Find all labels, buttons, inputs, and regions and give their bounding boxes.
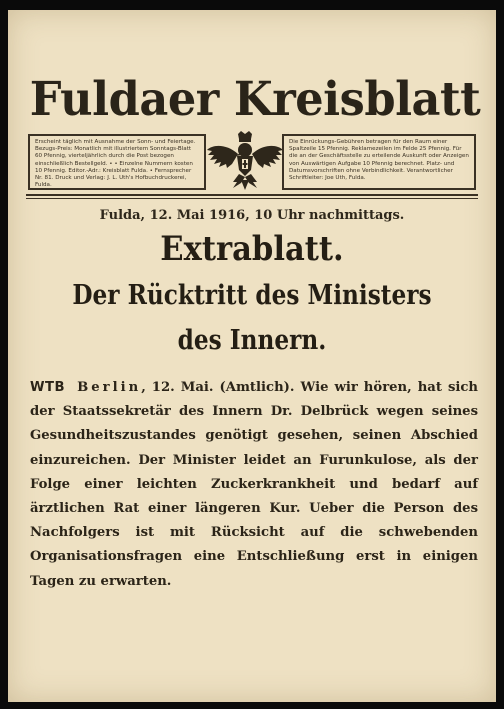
newspaper-page [8, 10, 496, 702]
headline-line-2: des Innern. [177, 325, 327, 356]
article-body [30, 376, 478, 594]
headline-line-1: Der Rücktritt des Ministers [72, 280, 432, 311]
extrablatt-heading: Extrablatt. [160, 229, 344, 269]
subscription-info-text: Erscheint täglich mit Ausnahme der Sonn- und Feiertage. Bezugs-Preis: Monatlich mit illustriertem Sonntags-Blatt 60 Pfennig, vierteljährlich durch die Post bezogen einschließlich Bestellgeld. • • Einzelne Nummern kosten 10 Pfennig. Editor.-Adr.: Kreisblatt Fulda. • Fernsprecher Nr. 81. Druck und Verlag: J. L. Uth's Hofbuchdruckerei, Fulda. [35, 139, 196, 189]
advertising-info-box [282, 134, 476, 190]
masthead-rule-thin [26, 198, 478, 199]
article-date-source: , 12. Mai. (Amtlich). [141, 380, 295, 395]
dateline: Fulda, 12. Mai 1916, 10 Uhr nachmittags. [99, 208, 405, 223]
agency-label: WTB [30, 380, 66, 395]
article-text: Wie wir hören, hat sich der Staatssekretär des Innern Dr. Delbrück wegen seines Gesundheitszustandes genötigt gesehen, seinen Abschied einzureichen. Der Minister leidet an Furunkulose, als der Folge einer leichten Zuckerkrankheit und bedarf auf ärztlichen Rat einer längeren Kur. Ueber die Person des Nachfolgers ist mit Rücksicht auf die schwebenden Organisationsfragen eine Entschließung erst in einigen Tagen zu erwarten. [30, 380, 478, 589]
subscription-info-box [28, 134, 206, 190]
prussian-eagle-icon [205, 130, 285, 196]
advertising-info-text: Die Einrückungs-Gebühren betragen für den Raum einer Spaltzeile 15 Pfennig. Reklamezeilen im Felde 25 Pfennig. Für die an der Geschäftsstelle zu erteilende Auskunft oder Anzeigen von Auswärtigen Aufgabe 10 Pfennig berechnet. Platz- und Datumsvorschriften ohne Verbindlichkeit. Verantwortlicher Schriftleiter: Joe Uth, Fulda. [289, 139, 469, 182]
masthead-rule-thick [26, 194, 478, 196]
masthead-title: Fuldaer Kreisblatt [29, 72, 481, 127]
article-place: Berlin [77, 380, 142, 395]
